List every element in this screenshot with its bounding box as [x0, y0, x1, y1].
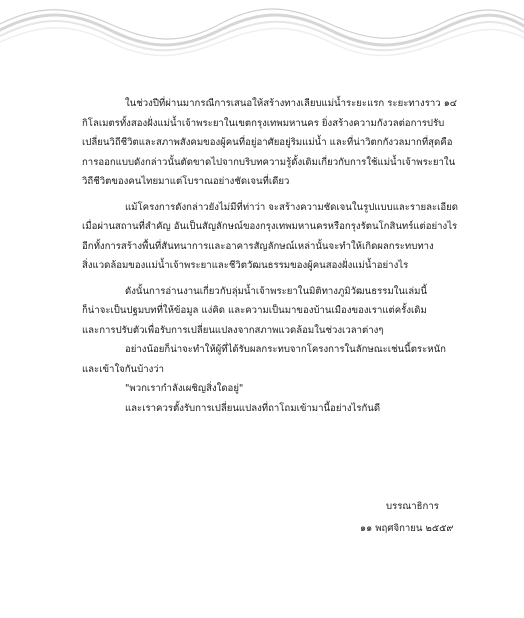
text-line: และเข้าใจกันบ้างว่า [82, 363, 165, 375]
editorial-body [82, 94, 458, 418]
text-line: แม้โครงการดังกล่าวยังไม่มีที่ท่าว่า จะสร้างความชัดเจนในรูปแบบและรายละเอียด [125, 201, 458, 213]
text-line: ในช่วงปีที่ผ่านมากรณีการเสนอให้สร้างทางเลียบแม่น้ำระยะแรก ระยะทางราว ๑๔ [125, 98, 458, 109]
paragraph-4 [82, 340, 454, 379]
signature-block [360, 496, 453, 540]
text-line: และเราควรตั้งรับการเปลี่ยนแปลงที่ถาโถมเข้ามานี้อย่างไรกันดี [125, 402, 381, 414]
paragraph-2 [82, 198, 458, 276]
decorative-wave-header [0, 0, 524, 60]
text-line: ดังนั้นการอ่านงานเกี่ยวกับลุ่มน้ำเจ้าพระยาในมิติทางภูมิวัฒนธรรมในเล่มนี้ [125, 285, 428, 297]
text-line: เมื่อผ่านสถานที่สำคัญ อันเป็นสัญลักษณ์ของกรุงเทพมหานครหรือกรุงรัตนโกสินทร์แต่อย่างไร [82, 221, 458, 232]
paragraph-1 [82, 94, 458, 192]
text-line: วิถีชีวิตของคนไทยมาแต่โบราณอย่างชัดเจนที่เดียว [82, 176, 290, 187]
text-line: และการปรับตัวเพื่อรับการเปลี่ยนแปลงจากสภาพแวดล้อมในช่วงเวลาต่างๆ [82, 324, 384, 336]
text-line: ก็น่าจะเป็นปฐมบทที่ให้ข้อมูล แง่คิด และความเป็นมาของบ้านเมืองของเราแต่ครั้งเดิม [82, 305, 427, 316]
text-line: อีกทั้งการสร้างพื้นที่สันทนาการและอาคารสัญลักษณ์เหล่านั้นจะทำให้เกิดผลกระทบทาง [82, 240, 434, 252]
paragraph-quote [82, 379, 454, 399]
text-line: สิ่งแวดล้อมของแม่น้ำเจ้าพระยาและชีวิตวัฒนธรรมของผู้คนสองฝั่งแม่น้ำอย่างไร [82, 260, 409, 271]
paragraph-3 [82, 282, 454, 341]
signature-date: ๑๑ พฤศจิกายน ๒๕๕๙ [360, 523, 454, 534]
signature-name: บรรณาธิการ [386, 501, 439, 512]
wave-line-2 [0, 21, 524, 50]
text-line: เปลี่ยนวิถีชีวิตและสภาพสังคมของผู้คนที่อยู่อาศัยอยู่ริมแม่น้ำ และที่น่าวิตกกังวลมากที่สุดคือ [82, 137, 453, 148]
text-line: อย่างน้อยก็น่าจะทำให้ผู้ที่ได้รับผลกระทบจากโครงการในลักษณะเช่นนี้ตระหนัก [125, 344, 446, 355]
quote-line: "พวกเรากำลังเผชิญสิ่งใดอยู่" [125, 383, 244, 394]
paragraph-closing [82, 399, 454, 419]
text-line: การออกแบบดังกล่าวนั้นตัดขาดไปจากบริบทความรู้ดั้งเดิมเกี่ยวกับการใช้แม่น้ำเจ้าพระยาใน [82, 156, 456, 168]
text-line: กิโลเมตรทั้งสองฝั่งแม่น้ำเจ้าพระยาในเขตกรุงเทพมหานคร ยิ่งสร้างความกังวลต่อการปรับ [82, 117, 445, 129]
wave-line-4 [0, 28, 524, 56]
